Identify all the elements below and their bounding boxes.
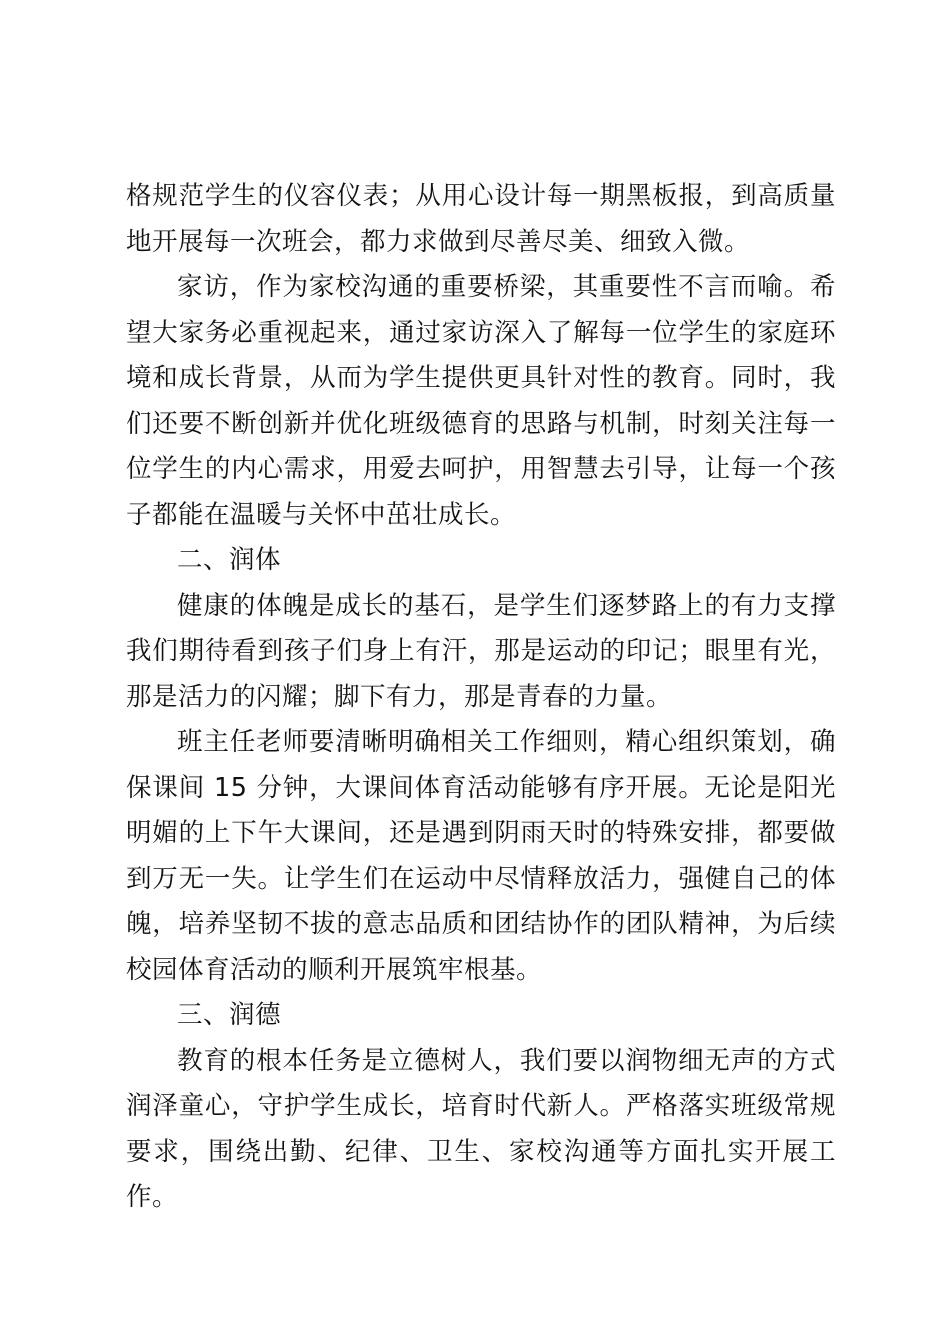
- document-body: [126, 174, 836, 1221]
- paragraph-health: 健康的体魄是成长的基石，是学生们逐梦路上的有力支撑我们期待看到孩子们身上有汗，那是运动的印记；眼里有光，那是活力的闪耀；脚下有力，那是青春的力量。: [126, 590, 836, 712]
- section-heading-physical: 二、润体: [177, 545, 282, 575]
- paragraph-moral-education: 教育的根本任务是立德树人，我们要以润物细无声的方式润泽童心，守护学生成长，培育时代新人。严格落实班级常规要求，围绕出勤、纪律、卫生、家校沟通等方面扎实开展工作。: [126, 1045, 836, 1212]
- section-heading-moral: 三、润德: [177, 1000, 282, 1030]
- paragraph-continued: 格规范学生的仪容仪表；从用心设计每一期黑板报，到高质量地开展每一次班会，都力求做到尽善尽美、细致入微。: [126, 181, 836, 257]
- paragraph-home-visit: 家访，作为家校沟通的重要桥梁，其重要性不言而喻。希望大家务必重视起来，通过家访深入了解每一位学生的家庭环境和成长背景，从而为学生提供更具针对性的教育。同时，我们还要不断创新并优化班级德育的思路与机制，时刻关注每一位学生的内心需求，用爱去呵护，用智慧去引导，让每一个孩子都能在温暖与关怀中茁壮成长。: [126, 272, 836, 530]
- paragraph-class-teacher: 班主任老师要清晰明确相关工作细则，精心组织策划，确保课间 15 分钟，大课间体育活动能够有序开展。无论是阳光明媚的上下午大课间，还是遇到阴雨天时的特殊安排，都要做到万无一失。让学生们在运动中尽情释放活力，强健自己的体魄，培养坚韧不拔的意志品质和团结协作的团队精神，为后续校园体育活动的顺利开展筑牢根基。: [126, 727, 836, 985]
